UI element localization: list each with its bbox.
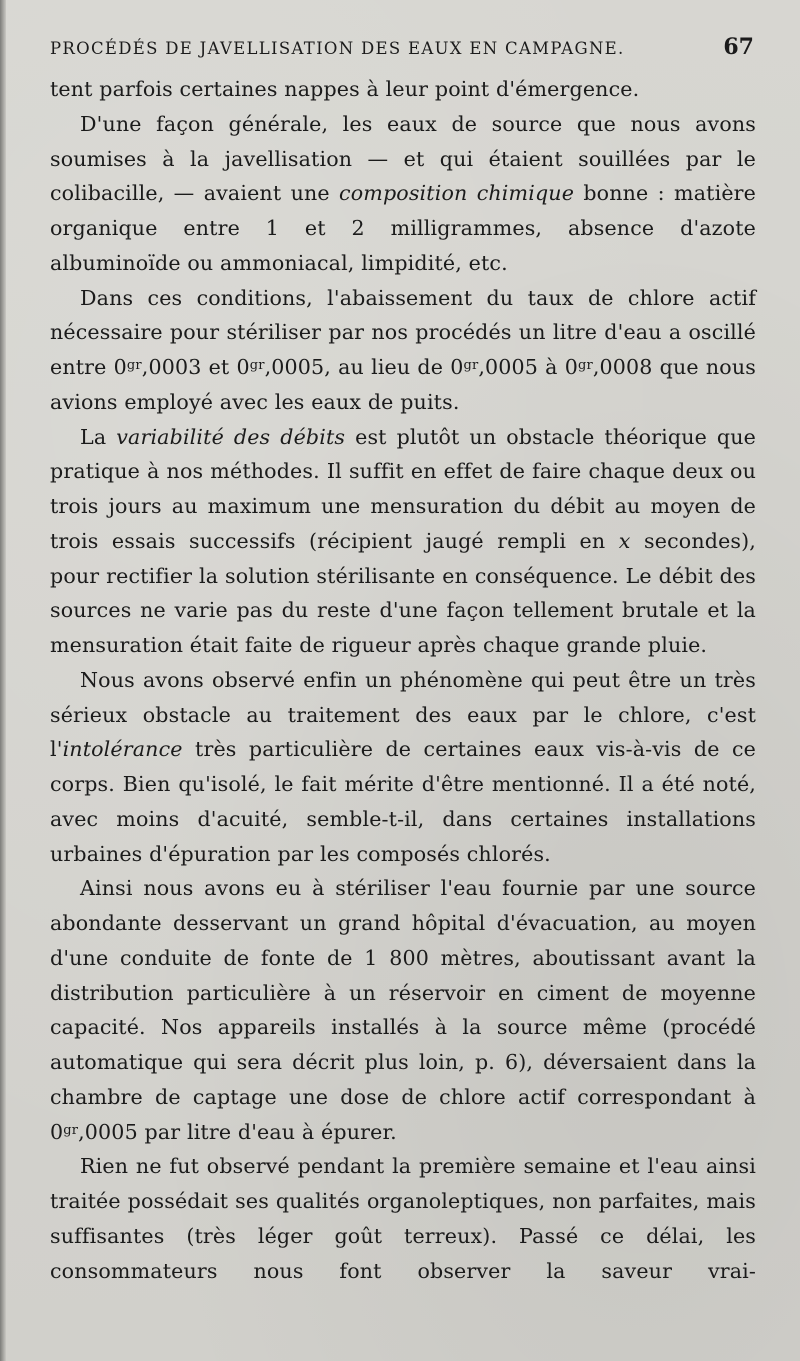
text-run: D'une façon générale, les eaux de source que nous avons soumises à la javellisation — et qui étaient souillées par le colibacille, — avaient une <box>50 111 756 206</box>
paragraph <box>50 420 756 663</box>
italic-text: composition chimique <box>339 181 575 206</box>
paragraph <box>50 871 756 1149</box>
text-run: ,0008 que nous avions employé avec les eaux de puits. <box>50 355 756 414</box>
unit-superscript: gr <box>126 358 142 373</box>
text-run: est plutôt un obstacle théorique que pratique à nos méthodes. Il suffit en effet de faire chaque deux ou trois jours au maximum une mensuration du débit au moyen de trois essais successifs (récipient jaugé rempli en <box>50 424 757 553</box>
text-run: Rien ne fut observé pendant la première semaine et l'eau ainsi traitée possédait ses qualités organoleptiques, non parfaites, mais suffisantes (très léger goût terreux). Passé ce délai, les consommateurs nous font observer la saveur vrai- <box>50 1154 756 1283</box>
text-run: ,0005 par litre d'eau à épurer. <box>78 1119 397 1144</box>
text-run: La <box>80 424 117 449</box>
unit-superscript: gr <box>63 1122 79 1138</box>
paragraph <box>50 663 756 872</box>
body-text <box>50 72 756 1288</box>
paragraph <box>50 72 756 107</box>
page-edge-shadow <box>0 0 6 1361</box>
paragraph <box>50 107 756 281</box>
text-run: ,0003 et 0 <box>141 355 250 379</box>
page-header <box>50 34 756 64</box>
unit-superscript: gr <box>249 358 265 373</box>
text-run: bonne : matière organique entre 1 et 2 milligrammes, absence d'azote albuminoïde ou ammoniacal, limpidité, etc. <box>50 181 756 275</box>
italic-text: variabilité des débits <box>116 424 346 449</box>
text-run: ,0005, au lieu de 0 <box>264 355 464 379</box>
paragraph <box>50 1149 756 1288</box>
text-run: secondes), pour rectifier la solution stérilisante en conséquence. Le débit des sources ne varie pas du reste d'une façon tellement brutale et la mensuration était faite de rigueur après chaque grande pluie. <box>50 528 757 657</box>
unit-superscript: gr <box>463 358 479 373</box>
paragraph <box>50 281 756 420</box>
unit-superscript: gr <box>578 358 593 373</box>
text-run: Ainsi nous avons eu à stériliser l'eau fournie par une source abondante desservant un grand hôpital d'évacuation, au moyen d'une conduite de fonte de 1 800 mètres, aboutissant avant la distribution particulière à un réservoir en ciment de moyenne capacité. Nos appareils installés à la source même (procédé automatique qui sera décrit plus loin, p. 6), déversaient dans la chambre de captage une dose de chlore actif correspondant à 0 <box>50 876 756 1144</box>
page-number: 67 <box>723 34 754 60</box>
text-run: très particulière de certaines eaux vis-à-vis de ce corps. Bien qu'isolé, le fait mérite d'être mentionné. Il a été noté, avec moins d'acuité, semble-t-il, dans certaines installations urbaines d'épuration par les composés chlorés. <box>50 737 756 866</box>
text-run: Dans ces conditions, l'abaissement du taux de chlore actif nécessaire pour stériliser par nos procédés un litre d'eau a oscillé entre 0 <box>50 285 756 379</box>
italic-text: x <box>618 528 631 553</box>
text-run: Nous avons observé enfin un phénomène qui peut être un très sérieux obstacle au traitement des eaux par le chlore, c'est l' <box>50 667 756 762</box>
text-run: tent parfois certaines nappes à leur point d'émergence. <box>50 77 640 101</box>
text-run: ,0005 à 0 <box>478 355 578 379</box>
italic-text: intolérance <box>62 737 183 762</box>
running-title: PROCÉDÉS DE JAVELLISATION DES EAUX EN CAMPAGNE. <box>50 39 625 58</box>
